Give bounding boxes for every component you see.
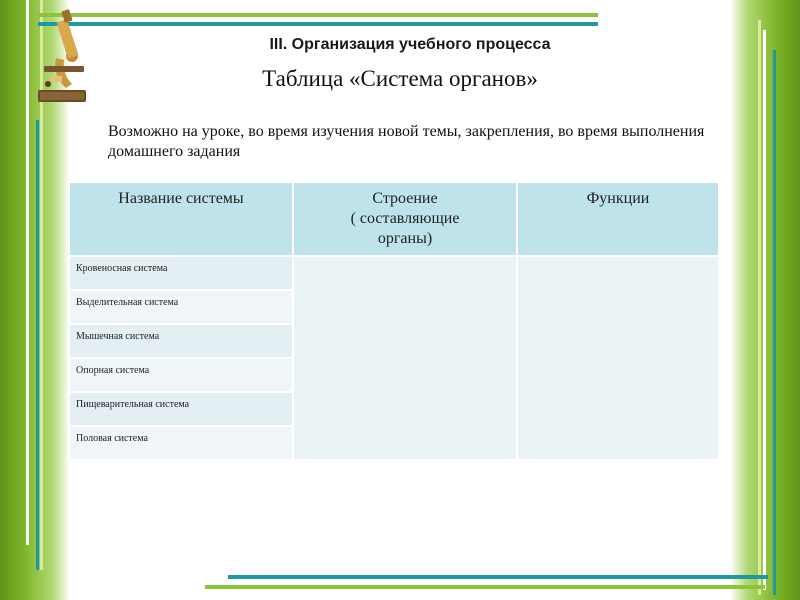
system-name-cell: Выделительная система — [70, 291, 292, 323]
decor-line — [38, 22, 598, 26]
decor-line — [228, 575, 768, 579]
system-name-cell: Опорная система — [70, 359, 292, 391]
page-title: Таблица «Система органов» — [262, 66, 538, 91]
system-name-cell: Мышечная система — [70, 325, 292, 357]
column-header-name: Название системы — [70, 183, 292, 255]
section-heading: III. Организация учебного процесса — [269, 36, 551, 53]
structure-cell — [294, 257, 516, 459]
table-row — [70, 257, 718, 289]
intro-text: Возможно на уроке, во время изучения новой темы, закрепления, во время выполнения домашнего задания — [108, 123, 705, 160]
decor-line — [36, 120, 39, 570]
system-name-cell: Кровеносная система — [70, 257, 292, 289]
functions-cell — [518, 257, 718, 459]
column-header-structure: Строение ( составляющие органы) — [294, 183, 516, 255]
table-header-row — [70, 183, 718, 255]
decor-line — [38, 13, 598, 17]
organ-systems-table — [68, 181, 720, 461]
microscope-icon — [26, 6, 98, 106]
decor-line — [758, 20, 761, 595]
system-name-cell: Пищеварительная система — [70, 393, 292, 425]
column-header-functions: Функции — [518, 183, 718, 255]
system-name-cell: Половая система — [70, 427, 292, 459]
decor-line — [763, 30, 766, 590]
decor-line — [773, 50, 776, 595]
decor-line — [205, 585, 765, 589]
